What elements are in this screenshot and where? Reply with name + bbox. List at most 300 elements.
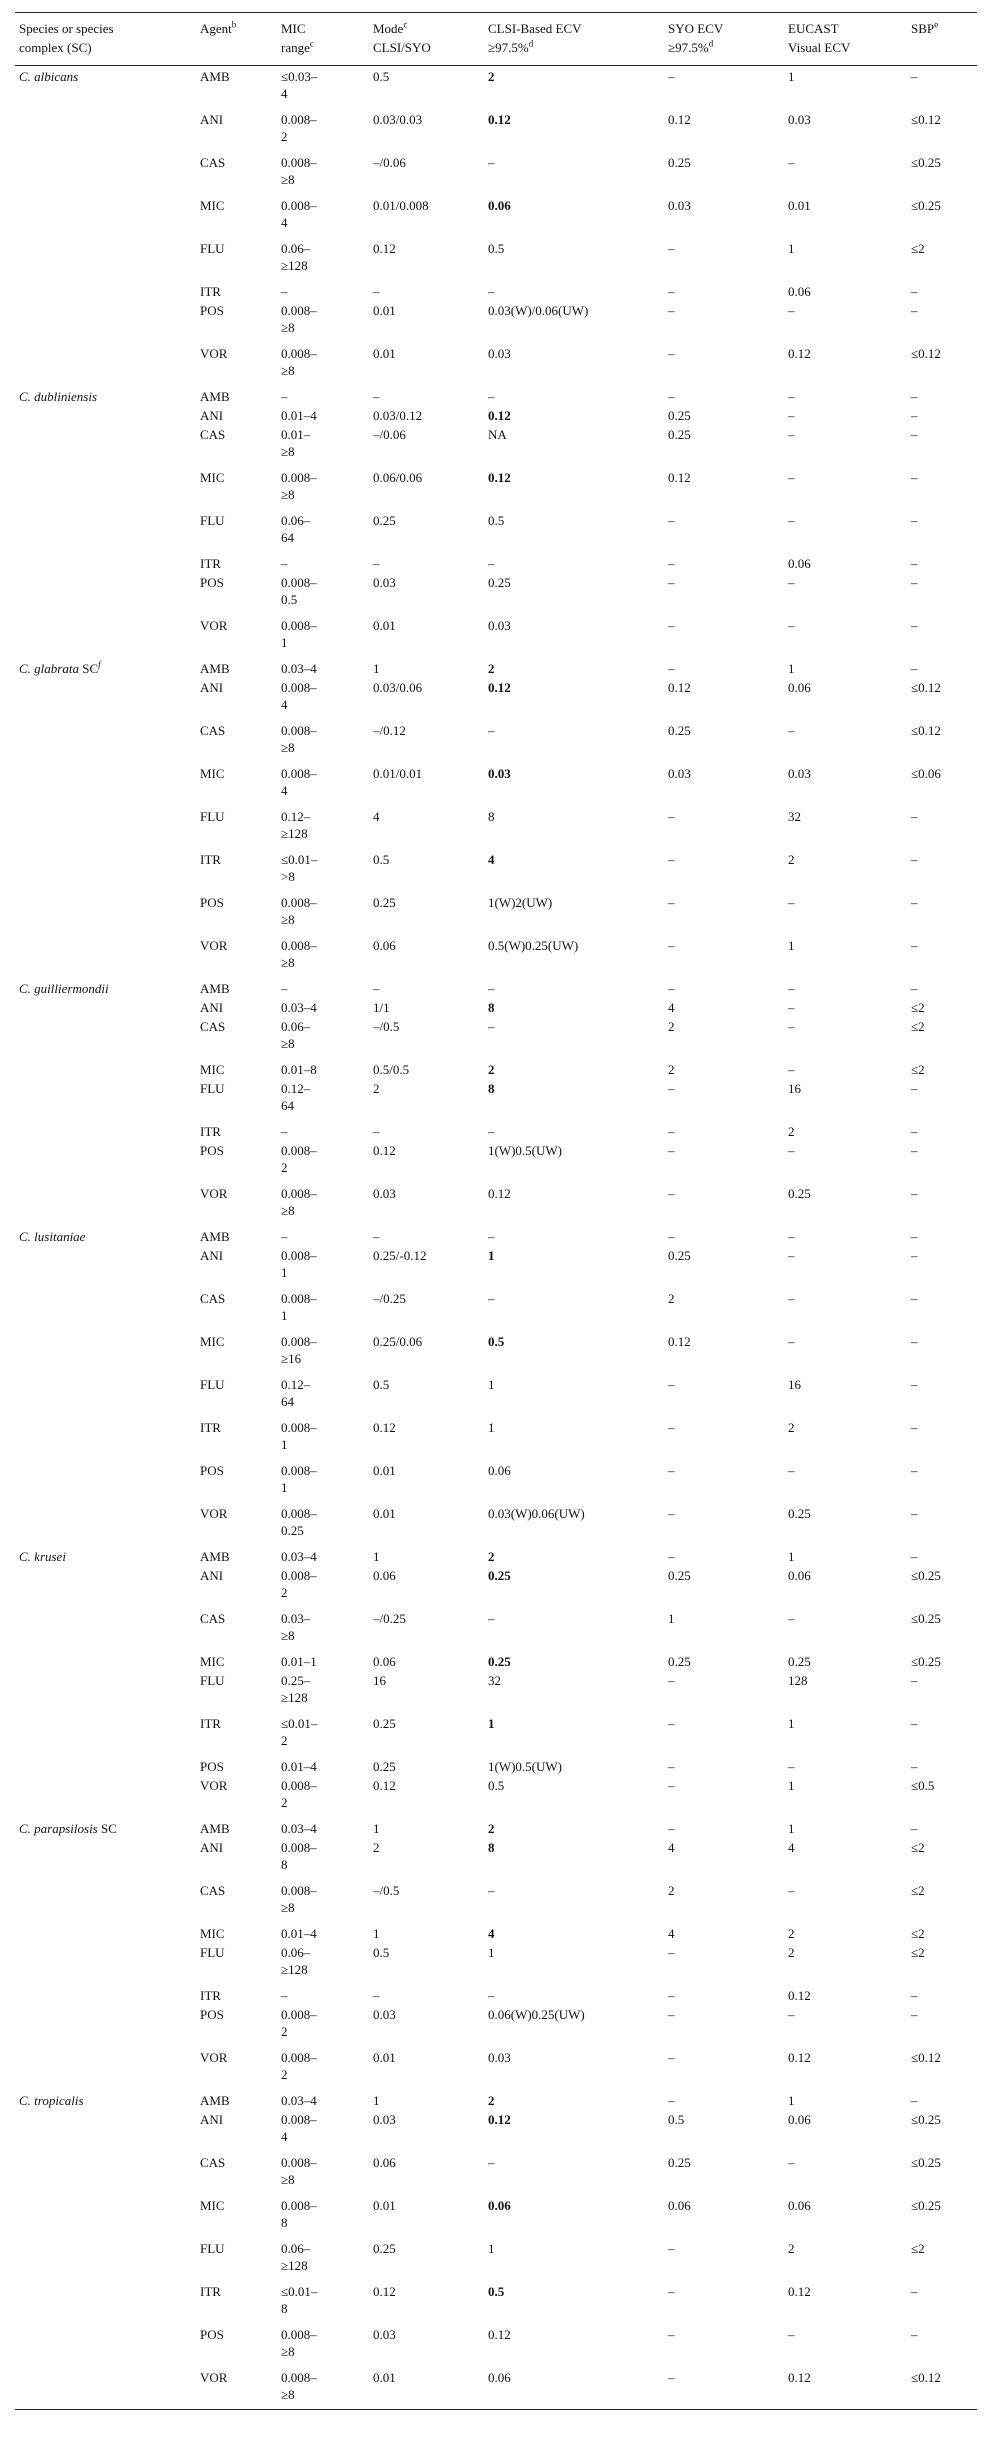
mic-range-line: 0.03–4 <box>281 999 317 1015</box>
eucast-ecv-cell: – <box>788 1247 795 1263</box>
mic-range-cell <box>277 1651 369 1670</box>
mic-range-line: 0.06– <box>281 1018 311 1034</box>
table-row <box>15 806 977 849</box>
sbp-cell: – <box>911 283 918 299</box>
agent-cell: POS <box>200 302 224 318</box>
clsi-ecv-cell: 0.03(W)/0.06(UW) <box>488 302 589 318</box>
table-row <box>15 152 977 195</box>
header-syo-ecv: SYO ECV ≥97.5%$^d$ <box>664 13 784 66</box>
mic-range-line: 1 <box>281 1307 288 1323</box>
mic-range-line: ≥128 <box>281 2257 308 2273</box>
eucast-ecv-cell: 1 <box>788 1777 795 1793</box>
species-cell <box>15 510 196 553</box>
syo-ecv-cell: – <box>668 660 675 676</box>
sbp-cell: ≤0.25 <box>911 154 941 170</box>
mode-cell: 1 <box>373 1925 380 1941</box>
eucast-ecv-cell: 32 <box>788 808 801 824</box>
header-agent: Agent$^b$ <box>196 13 277 66</box>
agent-cell: VOR <box>200 2049 228 2065</box>
sbp-cell: ≤2 <box>911 1839 925 1855</box>
agent-cell: MIC <box>200 1333 225 1349</box>
table-row <box>15 281 977 300</box>
table-row <box>15 553 977 572</box>
mic-range-line: 64 <box>281 1097 294 1113</box>
agent-cell: ITR <box>200 851 221 867</box>
mic-range-line: – <box>281 1228 288 1244</box>
sbp-cell: – <box>911 426 918 442</box>
table-row <box>15 677 977 720</box>
syo-ecv-cell: 0.25 <box>668 1247 691 1263</box>
syo-ecv-cell: 0.25 <box>668 722 691 738</box>
mode-cell: 1 <box>373 1548 380 1564</box>
mode-cell: 0.25 <box>373 2240 396 2256</box>
syo-ecv-cell: – <box>668 1376 675 1392</box>
species-name: C. parapsilosis <box>19 1820 98 1836</box>
mic-range-cell <box>277 109 369 152</box>
mode-cell: – <box>373 980 380 996</box>
mode-cell: 0.01 <box>373 1462 396 1478</box>
table-row <box>15 1226 977 1245</box>
sbp-cell: ≤0.25 <box>911 1610 941 1626</box>
mic-range-cell <box>277 892 369 935</box>
eucast-ecv-cell: 0.12 <box>788 2049 811 2065</box>
clsi-ecv-cell: 2 <box>488 1820 495 1836</box>
mode-cell: 0.25 <box>373 1758 396 1774</box>
mic-range-line: 0.01–4 <box>281 1758 317 1774</box>
syo-ecv-cell: 4 <box>668 999 675 1015</box>
mic-range-cell <box>277 615 369 658</box>
eucast-ecv-cell: – <box>788 1018 795 1034</box>
species-cell <box>15 763 196 806</box>
sbp-cell: – <box>911 2326 918 2342</box>
mode-cell: –/0.25 <box>373 1290 406 1306</box>
eucast-ecv-cell: 0.03 <box>788 765 811 781</box>
species-cell <box>15 935 196 978</box>
mic-range-line: ≥8 <box>281 911 295 927</box>
table-row <box>15 763 977 806</box>
syo-ecv-cell: – <box>668 2006 675 2022</box>
syo-ecv-cell: – <box>668 1462 675 1478</box>
eucast-ecv-cell: 2 <box>788 1944 795 1960</box>
agent-cell: MIC <box>200 2197 225 2213</box>
mic-range-cell <box>277 1016 369 1059</box>
mic-range-line: ≥128 <box>281 825 308 841</box>
clsi-ecv-cell: 0.03 <box>488 345 511 361</box>
mic-range-line: 0.008– <box>281 937 317 953</box>
mic-range-line: 0.06– <box>281 2240 311 2256</box>
mic-range-line: 0.008– <box>281 2154 317 2170</box>
mode-cell: 0.25/-0.12 <box>373 1247 427 1263</box>
syo-ecv-cell: – <box>668 1758 675 1774</box>
mic-range-line: 0.008– <box>281 1419 317 1435</box>
mic-range-cell <box>277 1565 369 1608</box>
agent-cell: FLU <box>200 1080 225 1096</box>
agent-cell: VOR <box>200 2369 228 2385</box>
syo-ecv-cell: 0.12 <box>668 1333 691 1349</box>
mic-range-cell <box>277 300 369 343</box>
mic-range-line: 2 <box>281 1794 288 1810</box>
eucast-ecv-cell: – <box>788 980 795 996</box>
mic-range-line: 0.5 <box>281 591 298 607</box>
sbp-cell: – <box>911 894 918 910</box>
species-name: C. albicans <box>19 69 79 84</box>
syo-ecv-cell: 0.25 <box>668 1653 691 1669</box>
mode-cell: –/0.25 <box>373 1610 406 1626</box>
syo-ecv-cell: 0.25 <box>668 2154 691 2170</box>
mic-range-line: 0.03– <box>281 1610 311 1626</box>
table-row <box>15 467 977 510</box>
header-row <box>15 13 977 66</box>
mode-cell: 0.06 <box>373 2154 396 2170</box>
table-row <box>15 1121 977 1140</box>
syo-ecv-cell: – <box>668 1419 675 1435</box>
syo-ecv-cell: – <box>668 345 675 361</box>
agent-cell: FLU <box>200 240 225 256</box>
agent-cell: VOR <box>200 1777 228 1793</box>
mic-range-cell <box>277 1775 369 1818</box>
species-cell <box>15 572 196 615</box>
agent-cell: FLU <box>200 512 225 528</box>
syo-ecv-cell: 0.25 <box>668 426 691 442</box>
species-cell <box>15 892 196 935</box>
mode-cell: –/0.06 <box>373 154 406 170</box>
species-cell <box>15 2367 196 2410</box>
clsi-ecv-cell: 0.03 <box>488 617 511 633</box>
clsi-ecv-cell: 2 <box>488 1548 495 1564</box>
mic-range-line: 2 <box>281 1732 288 1748</box>
species-cell <box>15 658 196 677</box>
mic-range-cell <box>277 2195 369 2238</box>
mic-range-cell <box>277 2324 369 2367</box>
eucast-ecv-cell: – <box>788 1758 795 1774</box>
mode-cell: 2 <box>373 1080 380 1096</box>
eucast-ecv-cell: 128 <box>788 1672 808 1688</box>
clsi-ecv-cell: 0.12 <box>488 469 511 485</box>
clsi-ecv-cell: 0.12 <box>488 1185 511 1201</box>
mic-range-line: – <box>281 388 288 404</box>
clsi-ecv-cell: 4 <box>488 851 495 867</box>
sbp-cell: ≤0.12 <box>911 2049 941 2065</box>
table-row <box>15 1923 977 1942</box>
mic-range-line: ≥8 <box>281 443 295 459</box>
mic-range-line: 0.008– <box>281 2049 317 2065</box>
mic-range-cell <box>277 386 369 405</box>
table-row <box>15 1565 977 1608</box>
sbp-cell: – <box>911 1228 918 1244</box>
agent-cell: CAS <box>200 1018 226 1034</box>
table-row <box>15 1837 977 1880</box>
mic-range-cell <box>277 1121 369 1140</box>
agent-cell: POS <box>200 2006 224 2022</box>
eucast-ecv-cell: – <box>788 1882 795 1898</box>
mode-cell: 0.01 <box>373 345 396 361</box>
syo-ecv-cell: – <box>668 1672 675 1688</box>
agent-cell: FLU <box>200 2240 225 2256</box>
mic-range-line: 0.03–4 <box>281 1548 317 1564</box>
eucast-ecv-cell: – <box>788 1061 795 1077</box>
mic-range-cell <box>277 1078 369 1121</box>
table-row <box>15 343 977 386</box>
clsi-ecv-cell: – <box>488 1882 495 1898</box>
agent-cell: ITR <box>200 1987 221 2003</box>
eucast-ecv-cell: 1 <box>788 1548 795 1564</box>
sbp-cell: – <box>911 1185 918 1201</box>
mic-range-cell <box>277 1942 369 1985</box>
mode-cell: 2 <box>373 1839 380 1855</box>
mic-range-cell <box>277 1460 369 1503</box>
sbp-cell: – <box>911 69 918 84</box>
sbp-cell: – <box>911 1505 918 1521</box>
mic-range-line: 0.25– <box>281 1672 311 1688</box>
table-row <box>15 2090 977 2109</box>
eucast-ecv-cell: – <box>788 722 795 738</box>
species-cell <box>15 997 196 1016</box>
mic-range-cell <box>277 1245 369 1288</box>
syo-ecv-cell: – <box>668 2369 675 2385</box>
mic-range-line: 0.008– <box>281 197 317 213</box>
mic-range-cell <box>277 66 369 109</box>
agent-cell: ITR <box>200 2283 221 2299</box>
clsi-ecv-cell: 1 <box>488 2240 495 2256</box>
mic-range-line: ≥8 <box>281 1202 295 1218</box>
clsi-ecv-cell: 0.12 <box>488 2111 511 2127</box>
syo-ecv-cell: – <box>668 1142 675 1158</box>
eucast-ecv-cell: – <box>788 1228 795 1244</box>
agent-cell: MIC <box>200 1925 225 1941</box>
mic-range-line: 0.008– <box>281 1247 317 1263</box>
mic-range-line: 0.008– <box>281 1777 317 1793</box>
mic-range-line: 4 <box>281 86 288 101</box>
mic-range-cell <box>277 1670 369 1713</box>
mode-cell: 0.5/0.5 <box>373 1061 410 1077</box>
agent-cell: AMB <box>200 388 230 404</box>
table-row <box>15 1880 977 1923</box>
mode-cell: 16 <box>373 1672 386 1688</box>
species-cell <box>15 1546 196 1565</box>
agent-cell: AMB <box>200 1820 230 1836</box>
syo-ecv-cell: – <box>668 1185 675 1201</box>
species-name: C. dubliniensis <box>19 388 98 404</box>
mode-cell: 0.06 <box>373 937 396 953</box>
species-cell <box>15 1942 196 1985</box>
clsi-ecv-cell: 0.5 <box>488 512 505 528</box>
mic-range-line: ≥8 <box>281 1627 295 1643</box>
mic-range-line: 0.008– <box>281 2006 317 2022</box>
mic-range-line: 0.008– <box>281 722 317 738</box>
mic-range-line: ≥128 <box>281 1689 308 1705</box>
eucast-ecv-cell: 0.06 <box>788 555 811 571</box>
clsi-ecv-cell: – <box>488 1987 495 2003</box>
mic-range-line: ≥8 <box>281 739 295 755</box>
syo-ecv-cell: 0.06 <box>668 2197 691 2213</box>
sbp-cell: – <box>911 1758 918 1774</box>
mode-cell: 0.12 <box>373 1419 396 1435</box>
species-cell <box>15 1059 196 1078</box>
species-cell <box>15 2281 196 2324</box>
table-row <box>15 658 977 677</box>
clsi-ecv-cell: – <box>488 1123 495 1139</box>
clsi-ecv-cell: – <box>488 722 495 738</box>
agent-cell: ANI <box>200 679 224 695</box>
clsi-ecv-cell: NA <box>488 426 507 442</box>
mic-range-line: 8 <box>281 2214 288 2230</box>
mode-cell: 0.01 <box>373 2197 396 2213</box>
mic-range-line: 0.12– <box>281 1080 311 1096</box>
agent-cell: VOR <box>200 1505 228 1521</box>
mic-range-line: 0.008– <box>281 679 317 695</box>
mic-range-line: 0.008– <box>281 2369 317 2385</box>
mic-range-cell <box>277 343 369 386</box>
table-row <box>15 510 977 553</box>
species-cell <box>15 2324 196 2367</box>
clsi-ecv-cell: 0.03(W)0.06(UW) <box>488 1505 585 1521</box>
mic-range-cell <box>277 2367 369 2410</box>
sbp-cell: ≤2 <box>911 1018 925 1034</box>
species-cell <box>15 1078 196 1121</box>
mode-cell: 0.01 <box>373 1505 396 1521</box>
agent-cell: FLU <box>200 808 225 824</box>
mode-cell: –/0.5 <box>373 1018 400 1034</box>
sbp-cell: – <box>911 851 918 867</box>
eucast-ecv-cell: 0.12 <box>788 345 811 361</box>
table-row <box>15 849 977 892</box>
table-row <box>15 1546 977 1565</box>
species-cell <box>15 1288 196 1331</box>
sbp-cell: – <box>911 1376 918 1392</box>
clsi-ecv-cell: 0.06 <box>488 2197 511 2213</box>
agent-cell: ANI <box>200 1839 224 1855</box>
mic-range-line: 2 <box>281 2023 288 2039</box>
clsi-ecv-cell: 0.06 <box>488 2369 511 2385</box>
mic-range-cell <box>277 1503 369 1546</box>
table-row <box>15 300 977 343</box>
clsi-ecv-cell: 1 <box>488 1944 495 1960</box>
clsi-ecv-cell: 1 <box>488 1376 495 1392</box>
eucast-ecv-cell: – <box>788 512 795 528</box>
table-row <box>15 2152 977 2195</box>
mic-range-cell <box>277 1837 369 1880</box>
agent-cell: FLU <box>200 1672 225 1688</box>
mode-cell: 0.03 <box>373 574 396 590</box>
mic-range-line: – <box>281 980 288 996</box>
syo-ecv-cell: – <box>668 2283 675 2299</box>
eucast-ecv-cell: – <box>788 302 795 318</box>
table-row <box>15 66 977 109</box>
syo-ecv-cell: 2 <box>668 1061 675 1077</box>
mic-range-line: 0.03–4 <box>281 660 317 676</box>
clsi-ecv-cell: 0.25 <box>488 1567 511 1583</box>
mode-cell: – <box>373 1987 380 2003</box>
species-name: C. lusitaniae <box>19 1228 86 1244</box>
eucast-ecv-cell: 4 <box>788 1839 795 1855</box>
mic-range-line: 8 <box>281 1856 288 1872</box>
sbp-cell: – <box>911 1987 918 2003</box>
syo-ecv-cell: – <box>668 2240 675 2256</box>
mic-range-cell <box>277 553 369 572</box>
table-row <box>15 1140 977 1183</box>
syo-ecv-cell: – <box>668 240 675 256</box>
agent-cell: POS <box>200 1758 224 1774</box>
mode-cell: –/0.06 <box>373 426 406 442</box>
mic-range-line: 2 <box>281 2066 288 2082</box>
mic-range-line: 0.008– <box>281 1462 317 1478</box>
species-cell <box>15 2004 196 2047</box>
species-cell <box>15 300 196 343</box>
agent-cell: CAS <box>200 1290 226 1306</box>
clsi-ecv-cell: 0.03 <box>488 2049 511 2065</box>
mode-cell: 0.25 <box>373 512 396 528</box>
eucast-ecv-cell: – <box>788 2326 795 2342</box>
eucast-ecv-cell: 0.06 <box>788 283 811 299</box>
mic-range-line: 0.12– <box>281 1376 311 1392</box>
clsi-ecv-cell: – <box>488 1610 495 1626</box>
species-name: C. krusei <box>19 1548 66 1564</box>
eucast-ecv-cell: – <box>788 999 795 1015</box>
mode-cell: 0.01 <box>373 302 396 318</box>
mic-range-cell <box>277 1985 369 2004</box>
agent-cell: ANI <box>200 1567 224 1583</box>
species-cell <box>15 553 196 572</box>
syo-ecv-cell: 0.25 <box>668 154 691 170</box>
mic-range-cell <box>277 1923 369 1942</box>
eucast-ecv-cell: – <box>788 1462 795 1478</box>
clsi-ecv-cell: – <box>488 1228 495 1244</box>
mic-range-line: 0.008– <box>281 2111 317 2127</box>
sbp-cell: – <box>911 1548 918 1564</box>
mic-range-cell <box>277 806 369 849</box>
mic-range-line: 0.008– <box>281 1505 317 1521</box>
mic-range-line: 0.008– <box>281 765 317 781</box>
header-mic-range: MIC range$^c$ <box>277 13 369 66</box>
mic-range-cell <box>277 1608 369 1651</box>
mic-range-line: 0.008– <box>281 302 317 318</box>
sbp-cell: – <box>911 808 918 824</box>
syo-ecv-cell: 2 <box>668 1018 675 1034</box>
species-cell <box>15 2195 196 2238</box>
mode-cell: 1 <box>373 2092 380 2108</box>
agent-cell: FLU <box>200 1944 225 1960</box>
mode-cell: – <box>373 388 380 404</box>
eucast-ecv-cell: 0.06 <box>788 2111 811 2127</box>
table-row <box>15 424 977 467</box>
agent-cell: POS <box>200 2326 224 2342</box>
clsi-ecv-cell: 0.5 <box>488 1333 505 1349</box>
mic-range-line: – <box>281 555 288 571</box>
mic-range-cell <box>277 997 369 1016</box>
mode-cell: 0.06 <box>373 1653 396 1669</box>
species-cell <box>15 1670 196 1713</box>
sbp-cell: – <box>911 1820 918 1836</box>
agent-cell: POS <box>200 894 224 910</box>
mode-cell: – <box>373 1123 380 1139</box>
mic-range-line: 0.03–4 <box>281 2092 317 2108</box>
sbp-cell: ≤0.12 <box>911 2369 941 2385</box>
eucast-ecv-cell: – <box>788 617 795 633</box>
mic-range-cell <box>277 281 369 300</box>
table-row <box>15 238 977 281</box>
mode-cell: 0.03/0.06 <box>373 679 423 695</box>
table-row <box>15 2281 977 2324</box>
mic-range-line: 0.12– <box>281 808 311 824</box>
mic-range-line: 0.008– <box>281 2326 317 2342</box>
mic-range-line: ≥128 <box>281 257 308 273</box>
sbp-cell: – <box>911 302 918 318</box>
clsi-ecv-cell: 0.03 <box>488 765 511 781</box>
agent-cell: CAS <box>200 1882 226 1898</box>
sbp-cell: – <box>911 1080 918 1096</box>
sbp-cell: ≤0.12 <box>911 679 941 695</box>
species-cell <box>15 195 196 238</box>
